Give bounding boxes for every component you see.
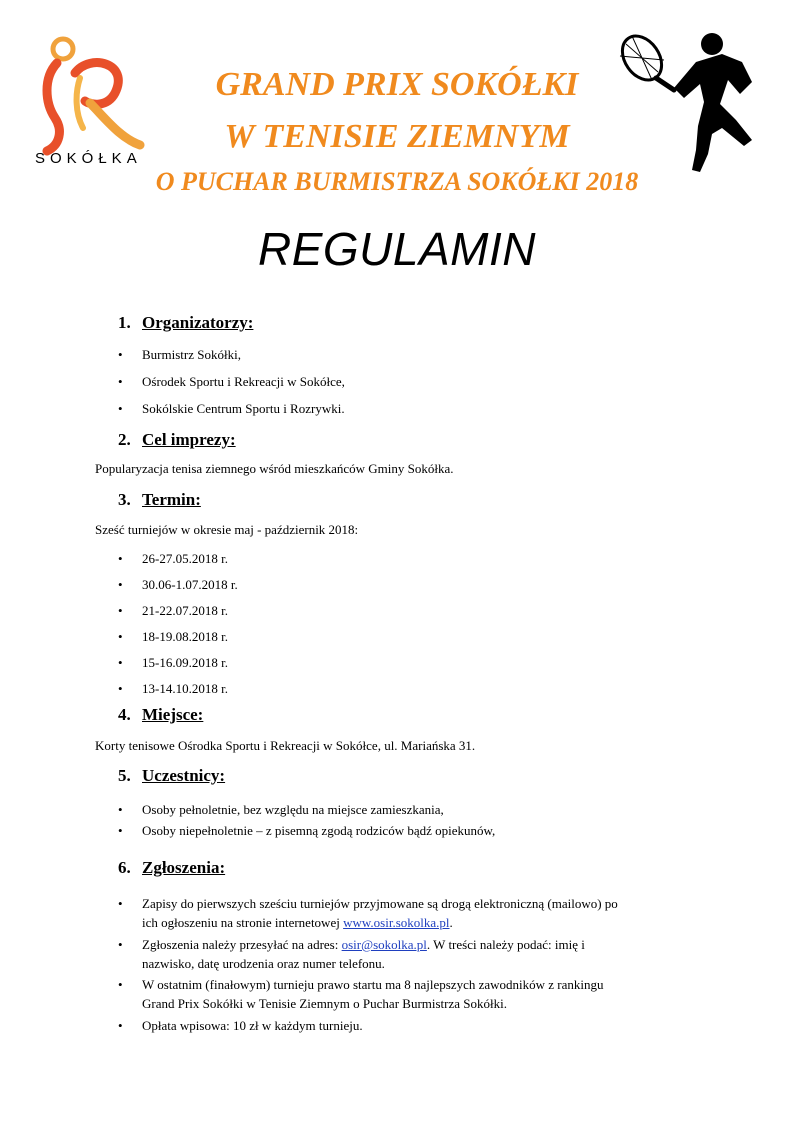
bullet-icon: • — [118, 802, 123, 817]
section-4-text: Korty tenisowe Ośrodka Sportu i Rekreacji w Sokółce, ul. Mariańska 31. — [95, 738, 476, 753]
osir-email-link[interactable]: osir@sokolka.pl — [341, 937, 427, 952]
bullet-icon: • — [118, 655, 123, 670]
section-number: 4. — [118, 705, 131, 724]
section-label: Cel imprezy: — [142, 430, 236, 449]
bullet-icon: • — [118, 1018, 123, 1033]
section-6-heading — [118, 858, 225, 878]
bullet-icon: • — [118, 937, 123, 952]
bullet-icon: • — [118, 374, 123, 389]
bullet-icon: • — [118, 603, 123, 618]
section-number: 1. — [118, 313, 131, 332]
section-2-heading — [118, 430, 236, 450]
section-label: Organizatorzy: — [142, 313, 254, 332]
section-number: 3. — [118, 490, 131, 509]
bullet-icon: • — [118, 681, 123, 696]
section-label: Miejsce: — [142, 705, 204, 724]
section-3-heading — [118, 490, 201, 510]
logo-text: SOKÓŁKA — [35, 150, 142, 167]
section-label: Uczestnicy: — [142, 766, 226, 785]
section-label: Termin: — [142, 490, 201, 509]
bullet-icon: • — [118, 551, 123, 566]
bullet-icon: • — [118, 347, 123, 362]
document-title: REGULAMIN — [258, 223, 536, 275]
section-number: 6. — [118, 858, 131, 877]
bullet-icon: • — [118, 577, 123, 592]
section-number: 2. — [118, 430, 131, 449]
bullet-icon: • — [118, 401, 123, 416]
section-1-heading — [118, 313, 253, 333]
section-5-heading — [118, 766, 225, 786]
bullet-icon: • — [118, 823, 123, 838]
title-line-3: O PUCHAR BURMISTRZA SOKÓŁKI 2018 — [155, 167, 639, 196]
bullet-icon: • — [118, 629, 123, 644]
section-number: 5. — [118, 766, 131, 785]
section-3-text: Sześć turniejów w okresie maj - październik 2018: — [95, 522, 359, 537]
bullet-icon: • — [118, 896, 123, 911]
section-label: Zgłoszenia: — [142, 858, 226, 877]
osir-website-link[interactable]: www.osir.sokolka.pl — [343, 915, 450, 930]
section-2-text: Popularyzacja tenisa ziemnego wśród mieszkańców Gminy Sokółka. — [95, 461, 454, 476]
title-line-2: W TENISIE ZIEMNYM — [224, 118, 570, 155]
bullet-icon: • — [118, 977, 123, 992]
title-line-1: GRAND PRIX SOKÓŁKI — [215, 66, 579, 103]
section-4-heading — [118, 705, 203, 725]
